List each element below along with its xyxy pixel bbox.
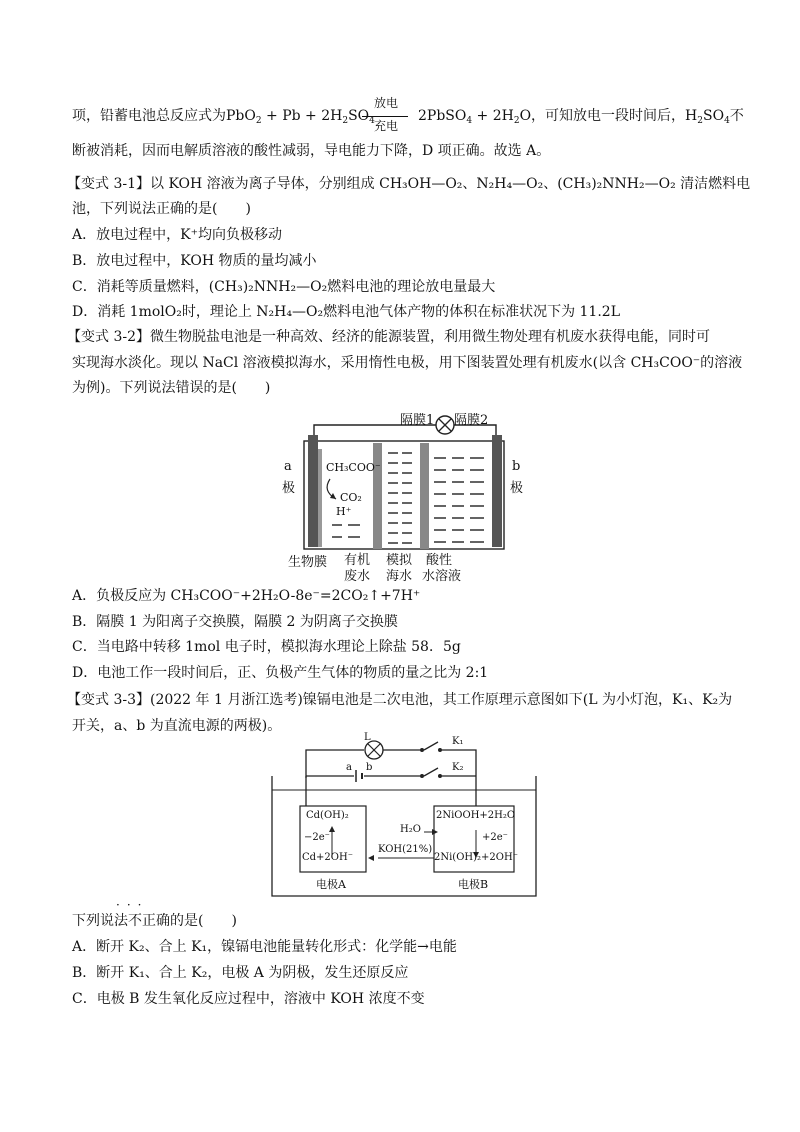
q33-option-a: A．断开 K₂、合上 K₁，镍镉电池能量转化形式：化学能→电能 — [72, 939, 457, 955]
k1-label: K₁ — [452, 736, 464, 747]
biofilm-label: 生物膜 — [288, 555, 328, 570]
nicd-battery-figure — [270, 732, 540, 898]
membrane-2-label: 隔膜2 — [454, 413, 489, 428]
organic-label-2: 废水 — [344, 569, 371, 584]
answer-line-1: 项，铅蓄电池总反应式为$PbO_2 + Pb + 2H_2SO_4$ — [72, 108, 375, 126]
acid-label-1: 酸性 — [426, 553, 453, 568]
emphasis-dots: ··· — [116, 898, 149, 912]
q32-option-a: A．负极反应为 CH₃COO⁻+2H₂O-8e⁻=2CO₂↑+7H⁺ — [72, 588, 421, 604]
reaction-arrow — [362, 116, 408, 117]
b-pole-label-2: 极 — [510, 481, 524, 496]
pole-b-label: b — [366, 762, 373, 773]
desalination-cell-figure — [276, 403, 536, 583]
q31-stem-2: 池，下列说法正确的是( ) — [72, 201, 251, 217]
q33-option-c: C．电极 B 发生氧化反应过程中，溶液中 KOH 浓度不变 — [72, 991, 425, 1007]
acid-label-2: 水溶液 — [422, 569, 462, 584]
nickel-electron-label: +2e⁻ — [482, 832, 508, 843]
q32-option-d: D．电池工作一段时间后，正、负极产生气体的物质的量之比为 2:1 — [72, 665, 489, 681]
q31-option-b: B．放电过程中，KOH 物质的量均减小 — [72, 253, 317, 269]
q32-option-b: B．隔膜 1 为阳离子交换膜，隔膜 2 为阴离子交换膜 — [72, 614, 398, 630]
q33-question: 下列说法不正确的是( ) — [72, 913, 237, 929]
electrode-b-label: 电极B — [458, 878, 489, 891]
a-pole-label-2: 极 — [282, 481, 296, 496]
q31-option-a: A．放电过程中，K⁺均向负极移动 — [72, 227, 282, 243]
charge-label: 充电 — [373, 119, 398, 133]
q32-option-c: C．当电路中转移 1mol 电子时，模拟海水理论上除盐 58．5g — [72, 639, 461, 655]
seawater-label-1: 模拟 — [386, 553, 413, 568]
cd-oh-label: Cd(OH)₂ — [306, 810, 349, 821]
q31-option-c: C．消耗等质量燃料，(CH₃)₂NNH₂—O₂燃料电池的理论放电量最大 — [72, 279, 496, 295]
acetate-ion: CH₃COO⁻ — [326, 461, 381, 474]
answer-line-1-right: 2PbSO$_4$ + $2H_2O$，可知放电一段时间后，$H_2SO_4$不 — [418, 108, 744, 126]
cd-electron-label: −2e⁻ — [304, 832, 330, 843]
q32-stem-3: 为例)。下列说法错误的是( ) — [72, 380, 271, 396]
discharge-label: 放电 — [373, 96, 398, 110]
seawater-label-2: 海水 — [386, 569, 413, 584]
pole-a-label: a — [346, 762, 352, 773]
q33-stem-1: 【变式 3-3】(2022 年 1 月浙江选考)镍镉电池是二次电池，其工作原理示意图如下(L 为小灯泡，K₁、K₂为 — [67, 692, 733, 708]
q31-stem-1: 【变式 3-1】以 KOH 溶液为离子导体，分别组成 CH₃OH—O₂、N₂H₄—O₂、(CH₃)₂NNH₂—O₂ 清洁燃料电 — [67, 176, 751, 192]
q31-option-d: D．消耗 1molO₂时，理论上 N₂H₄—O₂燃料电池气体产物的体积在标准状况下为 11.2L — [72, 304, 620, 320]
co2-label: CO₂ — [340, 491, 362, 504]
switch-k1 — [424, 742, 438, 750]
b-pole-label: b — [512, 459, 521, 474]
q32-stem-2: 实现海水淡化。现以 NaCl 溶液模拟海水，采用惰性电极，用下图装置处理有机废水(以含 CH₃COO⁻的溶液 — [72, 355, 743, 371]
membrane-1 — [373, 443, 382, 549]
answer-line-2: 断被消耗，因而电解质溶液的酸性减弱，导电能力下降，D 项正确。故选 A。 — [72, 143, 551, 159]
nickel-top-label: 2NiOOH+2H₂O — [436, 810, 516, 821]
switch-k2 — [424, 768, 438, 776]
k2-label: K₂ — [452, 762, 464, 773]
lamp-label: L — [364, 732, 371, 743]
organic-label-1: 有机 — [344, 553, 371, 568]
q33-stem-2: 开关，a、b 为直流电源的两极)。 — [72, 718, 282, 734]
electrode-b — [492, 435, 502, 547]
q33-option-b: B．断开 K₁、合上 K₂，电极 A 为阴极，发生还原反应 — [72, 965, 409, 981]
a-pole-label: a — [284, 459, 292, 474]
electrode-a — [308, 435, 318, 547]
nickel-bottom-label: 2Ni(OH)₂+2OH⁻ — [434, 852, 518, 863]
water-label: H₂O — [400, 824, 421, 835]
cd-bottom-label: Cd+2OH⁻ — [302, 852, 353, 863]
koh-label: KOH(21%) — [378, 844, 433, 855]
membrane-2 — [420, 443, 429, 549]
membrane-1-label: 隔膜1 — [400, 413, 435, 428]
q32-stem-1: 【变式 3-2】微生物脱盐电池是一种高效、经济的能源装置，利用微生物处理有机废水获得电能，同时可 — [67, 329, 710, 345]
h-ion: H⁺ — [336, 505, 352, 518]
electrode-a-label: 电极A — [316, 878, 346, 891]
